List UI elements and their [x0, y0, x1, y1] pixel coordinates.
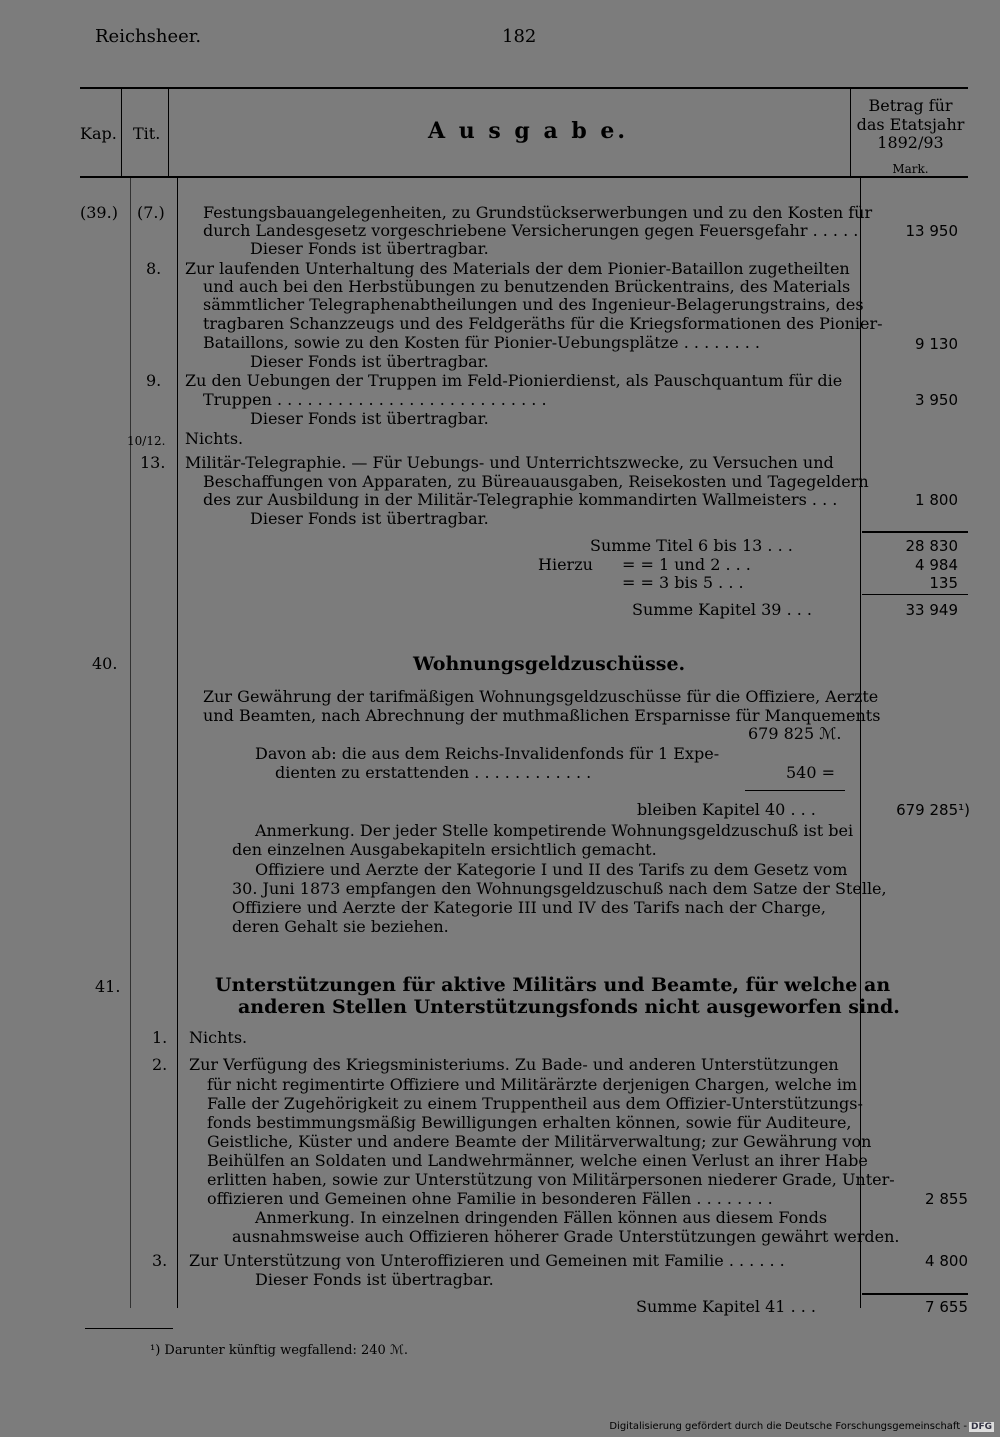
amount: 135: [929, 574, 958, 592]
section-title: anderen Stellen Unterstützungsfonds nicht ausgeworfen sind.: [238, 996, 900, 1018]
note-line: Anmerkung. Der jeder Stelle kompetirende Wohnungsgeldzuschuß ist bei: [255, 821, 854, 840]
amount: 4 984: [915, 556, 958, 574]
line: Zur laufenden Unterhaltung des Materials der dem Pionier-Bataillon zugetheilten: [185, 259, 850, 278]
note-line: ausnahmsweise auch Offizieren höherer Grade Unterstützungen gewährt werden.: [232, 1227, 900, 1246]
amount: 679 285¹): [896, 801, 970, 819]
kap-number: (39.): [80, 203, 118, 222]
line: erlitten haben, sowie zur Unterstützung von Militärpersonen niederer Grade, Unter-: [207, 1170, 895, 1189]
running-head: Reichsheer.: [95, 26, 202, 47]
line: Nichts.: [189, 1028, 248, 1047]
tit-number: 1.: [152, 1028, 168, 1047]
note-line: den einzelnen Ausgabekapiteln ersichtlich gemacht.: [232, 840, 657, 859]
amount: 2 855: [925, 1190, 968, 1208]
tit-number: 8.: [146, 259, 162, 278]
kap-column-divider: [121, 88, 122, 178]
tit-number: 10/12.: [127, 434, 166, 448]
line: und auch bei den Herbstübungen zu benutzenden Brückentrains, des Materials: [203, 277, 851, 296]
table-top-rule: [80, 87, 968, 89]
line: Dieser Fonds ist übertragbar.: [250, 509, 489, 528]
line: Beihülfen an Soldaten und Landwehrmänner, welche einen Verlust an ihrer Habe: [207, 1151, 868, 1170]
tit-number: (7.): [137, 203, 165, 222]
line: Zu den Uebungen der Truppen im Feld-Pionierdienst, als Pauschquantum für die: [185, 371, 843, 390]
line: des zur Ausbildung in der Militär-Telegraphie kommandirten Wallmeisters . . .: [203, 490, 838, 509]
tit-number: 9.: [146, 371, 162, 390]
section-title: Wohnungsgeldzuschüsse.: [413, 653, 686, 675]
sum-rule: [862, 594, 968, 595]
sum-rule: [862, 531, 968, 533]
note-line: deren Gehalt sie beziehen.: [232, 917, 449, 936]
footnote-rule: [85, 1328, 173, 1329]
sum-label: = = 1 und 2 . . .: [622, 555, 751, 574]
sum-label: Summe Kapitel 41 . . .: [636, 1297, 816, 1316]
line: Zur Gewährung der tarifmäßigen Wohnungsgeldzuschüsse für die Offiziere, Aerzte: [203, 687, 879, 706]
hierzu-label: Hierzu: [538, 555, 593, 574]
line: Davon ab: die aus dem Reichs-Invalidenfonds für 1 Expe-: [255, 744, 720, 763]
line: Dieser Fonds ist übertragbar.: [250, 239, 489, 258]
kap-number: 40.: [92, 654, 118, 673]
line: Falle der Zugehörigkeit zu einem Truppentheil aus dem Offizier-Unterstützungs-: [207, 1094, 863, 1113]
line: Bataillons, sowie zu den Kosten für Pionier-Uebungsplätze . . . . . . . .: [203, 333, 761, 352]
amount: 1 800: [915, 491, 958, 509]
line: dienten zu erstattenden . . . . . . . . . . . .: [275, 763, 592, 782]
digitization-credit: [609, 1421, 994, 1432]
tit-number: 3.: [152, 1251, 168, 1270]
kap-number: 41.: [95, 977, 121, 996]
line: sämmtlicher Telegraphenabtheilungen und des Ingenieur-Belagerungstrains, des: [203, 295, 864, 314]
note-line: Offiziere und Aerzte der Kategorie I und II des Tarifs zu dem Gesetz vom: [255, 860, 848, 879]
note-line: Anmerkung. In einzelnen dringenden Fällen können aus diesem Fonds: [255, 1208, 828, 1227]
sum-label: = = 3 bis 5 . . .: [622, 573, 744, 592]
col-header-mark: Mark.: [892, 162, 929, 176]
line: Truppen . . . . . . . . . . . . . . . . . . . . . . . . . . .: [203, 390, 547, 409]
sum-label: bleiben Kapitel 40 . . .: [637, 800, 816, 819]
note-line: 30. Juni 1873 empfangen den Wohnungsgeldzuschuß nach dem Satze der Stelle,: [232, 879, 887, 898]
credit-text: Digitalisierung gefördert durch die Deutsche Forschungsgemeinschaft -: [609, 1421, 967, 1432]
amount: 7 655: [925, 1298, 968, 1316]
line: Festungsbauangelegenheiten, zu Grundstückserwerbungen und zu den Kosten für: [203, 203, 873, 222]
line: Dieser Fonds ist übertragbar.: [250, 409, 489, 428]
amount: 28 830: [905, 537, 958, 555]
subtotal-rule: [745, 790, 845, 791]
amount: 33 949: [905, 601, 958, 619]
line: und Beamten, nach Abrechnung der muthmaßlichen Ersparnisse für Manquements: [203, 706, 881, 725]
sum-label: Summe Kapitel 39 . . .: [632, 600, 812, 619]
line: Militär-Telegraphie. — Für Uebungs- und Unterrichtszwecke, zu Versuchen und: [185, 453, 834, 472]
page-number: 182: [502, 26, 537, 47]
line: Dieser Fonds ist übertragbar.: [255, 1270, 494, 1289]
line: Beschaffungen von Apparaten, zu Büreauausgaben, Reisekosten und Tagegeldern: [203, 472, 869, 491]
line: offizieren und Gemeinen ohne Familie in besonderen Fällen . . . . . . . .: [207, 1189, 773, 1208]
line: fonds bestimmungsmäßig Bewilligungen erhalten können, sowie für Auditeure,: [207, 1113, 852, 1132]
sum-label: Summe Titel 6 bis 13 . . .: [590, 536, 793, 555]
amount-column-divider: [850, 88, 851, 178]
dfg-logo: DFG: [970, 1422, 992, 1432]
line: tragbaren Schanzzeugs und des Feldgeräths für die Kriegsformationen des Pionier-: [203, 314, 883, 333]
line: 679 825 ℳ.: [748, 724, 842, 743]
amount: 13 950: [905, 222, 958, 240]
col-header-betrag-3: 1892/93: [877, 133, 944, 152]
text-column-body-divider: [177, 178, 178, 1308]
line: Zur Unterstützung von Unteroffizieren und Gemeinen mit Familie . . . . . .: [189, 1251, 785, 1270]
amount: 4 800: [925, 1252, 968, 1270]
col-header-tit: Tit.: [133, 124, 161, 143]
line: Zur Verfügung des Kriegsministeriums. Zu Bade- und anderen Unterstützungen: [189, 1055, 839, 1074]
note-line: Offiziere und Aerzte der Kategorie III und IV des Tarifs nach der Charge,: [232, 898, 826, 917]
amount: 540 =: [786, 763, 836, 782]
tit-column-body-divider: [130, 178, 131, 1308]
col-header-ausgabe: A u s g a b e.: [428, 118, 629, 144]
line: Geistliche, Küster und andere Beamte der Militärverwaltung; zur Gewährung von: [207, 1132, 872, 1151]
col-header-betrag-1: Betrag für: [868, 96, 953, 115]
table-header-rule: [80, 176, 968, 178]
tit-number: 13.: [140, 453, 166, 472]
line: durch Landesgesetz vorgeschriebene Versicherungen gegen Feuersgefahr . . . . .: [203, 221, 859, 240]
line: Nichts.: [185, 429, 244, 448]
sum-rule: [862, 1293, 968, 1295]
section-title: Unterstützungen für aktive Militärs und Beamte, für welche an: [215, 974, 891, 996]
tit-column-divider: [168, 88, 169, 178]
col-header-kap: Kap.: [80, 124, 117, 143]
amount: 9 130: [915, 335, 958, 353]
line: Dieser Fonds ist übertragbar.: [250, 352, 489, 371]
footnote: ¹) Darunter künftig wegfallend: 240 ℳ.: [150, 1343, 408, 1358]
line: für nicht regimentirte Offiziere und Militärärzte derjenigen Chargen, welche im: [207, 1075, 858, 1094]
amount: 3 950: [915, 391, 958, 409]
tit-number: 2.: [152, 1055, 168, 1074]
col-header-betrag-2: das Etatsjahr: [856, 115, 965, 134]
